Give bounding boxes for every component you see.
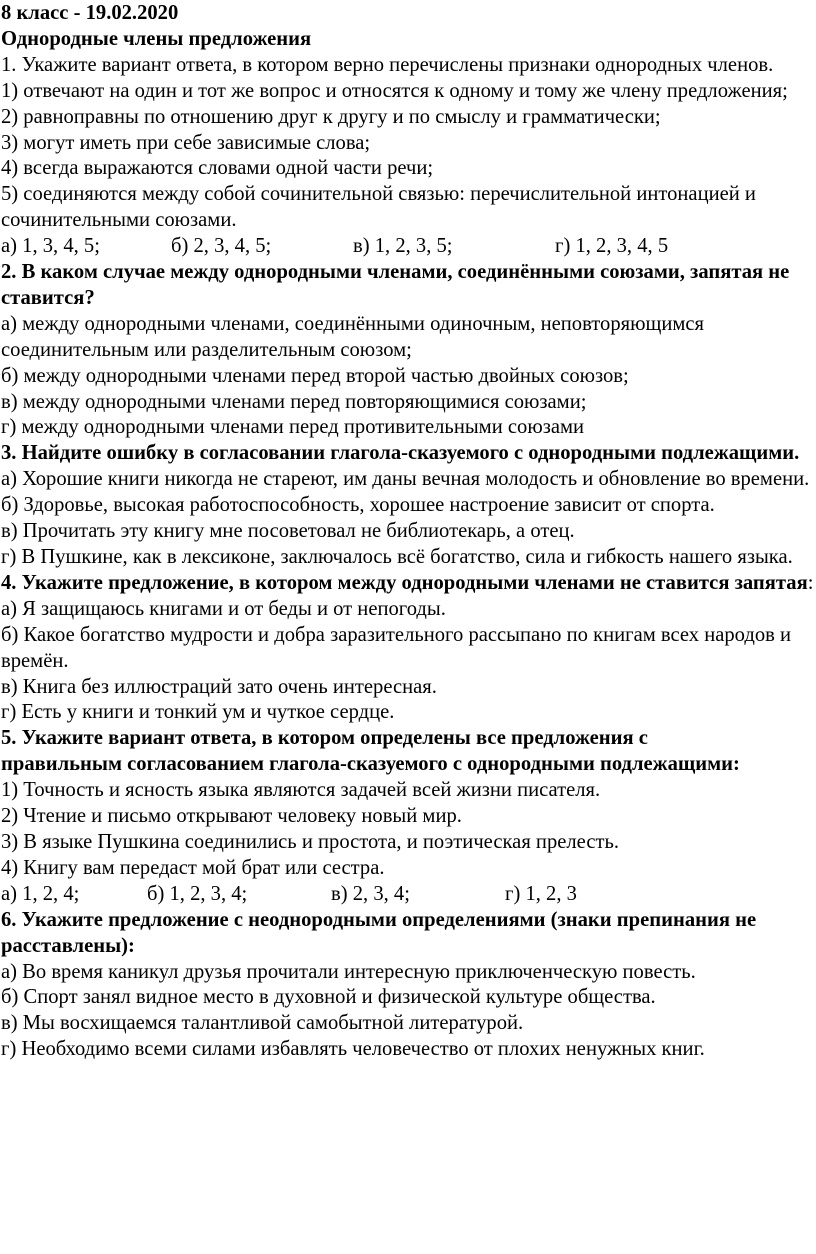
answer-option: в) 1, 2, 3, 5; [353,235,453,258]
question-2-item: а) между однородными членами, соединёнными одиночным, неповторяющимся соединительным или разделительным союзом; [1,312,705,361]
question-4-text: 4. Укажите предложение, в котором между однородными членами не ставится запятая [1,571,808,594]
question-6-item: б) Спорт занял видное место в духовной и физической культуре общества. [1,986,656,1009]
question-4-item: в) Книга без иллюстраций зато очень интересная. [1,675,437,698]
question-6-item: г) Необходимо всеми силами избавлять человечество от плохих ненужных книг. [1,1038,705,1061]
answer-option: а) 1, 2, 4; [1,882,80,905]
question-4-heading [1,571,815,597]
date-line: 8 класс - 19.02.2020 [1,2,179,24]
question-4-item: б) Какое богатство мудрости и добра заразительного рассыпано по книгам всех народов и времён. [1,623,792,672]
question-3-item: г) В Пушкине, как в лексиконе, заключалось всё богатство, сила и гибкость нашего языка. [1,546,793,569]
answer-option: г) 1, 2, 3 [505,882,577,905]
question-3-item: а) Хорошие книги никогда не стареют, им даны вечная молодость и обновление во времени. [1,468,810,491]
question-5-text: 5. Укажите вариант ответа, в котором определены все предложения с правильным согласованием глагола-сказуемого с однородными подлежащими: [1,727,740,776]
question-2-item: б) между однородными членами перед второй частью двойных союзов; [1,364,629,387]
question-2-item: г) между однородными членами перед противительными союзами [1,416,585,439]
question-2-text: 2. В каком случае между однородными членами, соединёнными союзами, запятая не ставится? [1,261,790,309]
question-4 [1,571,816,726]
question-1-item: 2) равноправны по отношению друг к другу и по смыслу и грамматически; [1,105,661,128]
question-4-item: а) Я защищаюсь книгами и от беды и от непогоды. [1,597,446,620]
answer-option: б) 2, 3, 4, 5; [171,235,272,258]
question-1-item: 4) всегда выражаются словами одной части речи; [1,157,434,180]
question-5-item: 4) Книгу вам передаст мой брат или сестра. [1,856,385,879]
question-3 [1,441,816,571]
question-6-text: 6. Укажите предложение с неоднородными определениями (знаки препинания не расставлены): [1,908,757,957]
answer-option: б) 1, 2, 3, 4; [147,882,248,905]
question-4-item: г) Есть у книги и тонкий ум и чуткое сердце. [1,701,395,724]
question-2 [1,260,816,441]
question-5-item: 2) Чтение и письмо открывают человеку новый мир. [1,805,462,828]
answer-option: г) 1, 2, 3, 4, 5 [555,235,669,258]
question-3-item: в) Прочитать эту книгу мне посоветовал не библиотекарь, а отец. [1,520,575,543]
question-6 [1,908,816,1063]
question-5 [1,726,816,907]
question-3-text: 3. Найдите ошибку в согласовании глагола-сказуемого с однородными подлежащими. [1,442,800,465]
question-4-colon: : [807,571,814,594]
question-6-item: в) Мы восхищаемся талантливой самобытной литературой. [1,1012,524,1035]
question-2-item: в) между однородными членами перед повторяющимися союзами; [1,390,587,413]
answer-option: а) 1, 3, 4, 5; [1,235,100,258]
question-5-answers [1,882,816,908]
question-5-item: 3) В языке Пушкина соединились и простота, и поэтическая прелесть. [1,830,620,853]
question-1-text: 1. Укажите вариант ответа, в котором верно перечислены признаки однородных членов. [1,53,774,76]
question-1 [1,53,816,260]
question-1-item: 3) могут иметь при себе зависимые слова; [1,131,371,154]
question-1-item: 5) соединяются между собой сочинительной связью: перечислительной интонацией и сочинительными союзами. [1,183,756,232]
topic-title: Однородные члены предложения [1,27,312,50]
question-6-item: а) Во время каникул друзья прочитали интересную приключенческую повесть. [1,960,696,983]
question-3-item: б) Здоровье, высокая работоспособность, хорошее настроение зависит от спорта. [1,494,715,517]
question-1-answers [1,234,816,260]
answer-option: в) 2, 3, 4; [331,882,410,905]
question-5-item: 1) Точность и ясность языка являются задачей всей жизни писателя. [1,779,601,802]
question-1-item: 1) отвечают на один и тот же вопрос и относятся к одному и тому же члену предложения; [1,79,788,102]
